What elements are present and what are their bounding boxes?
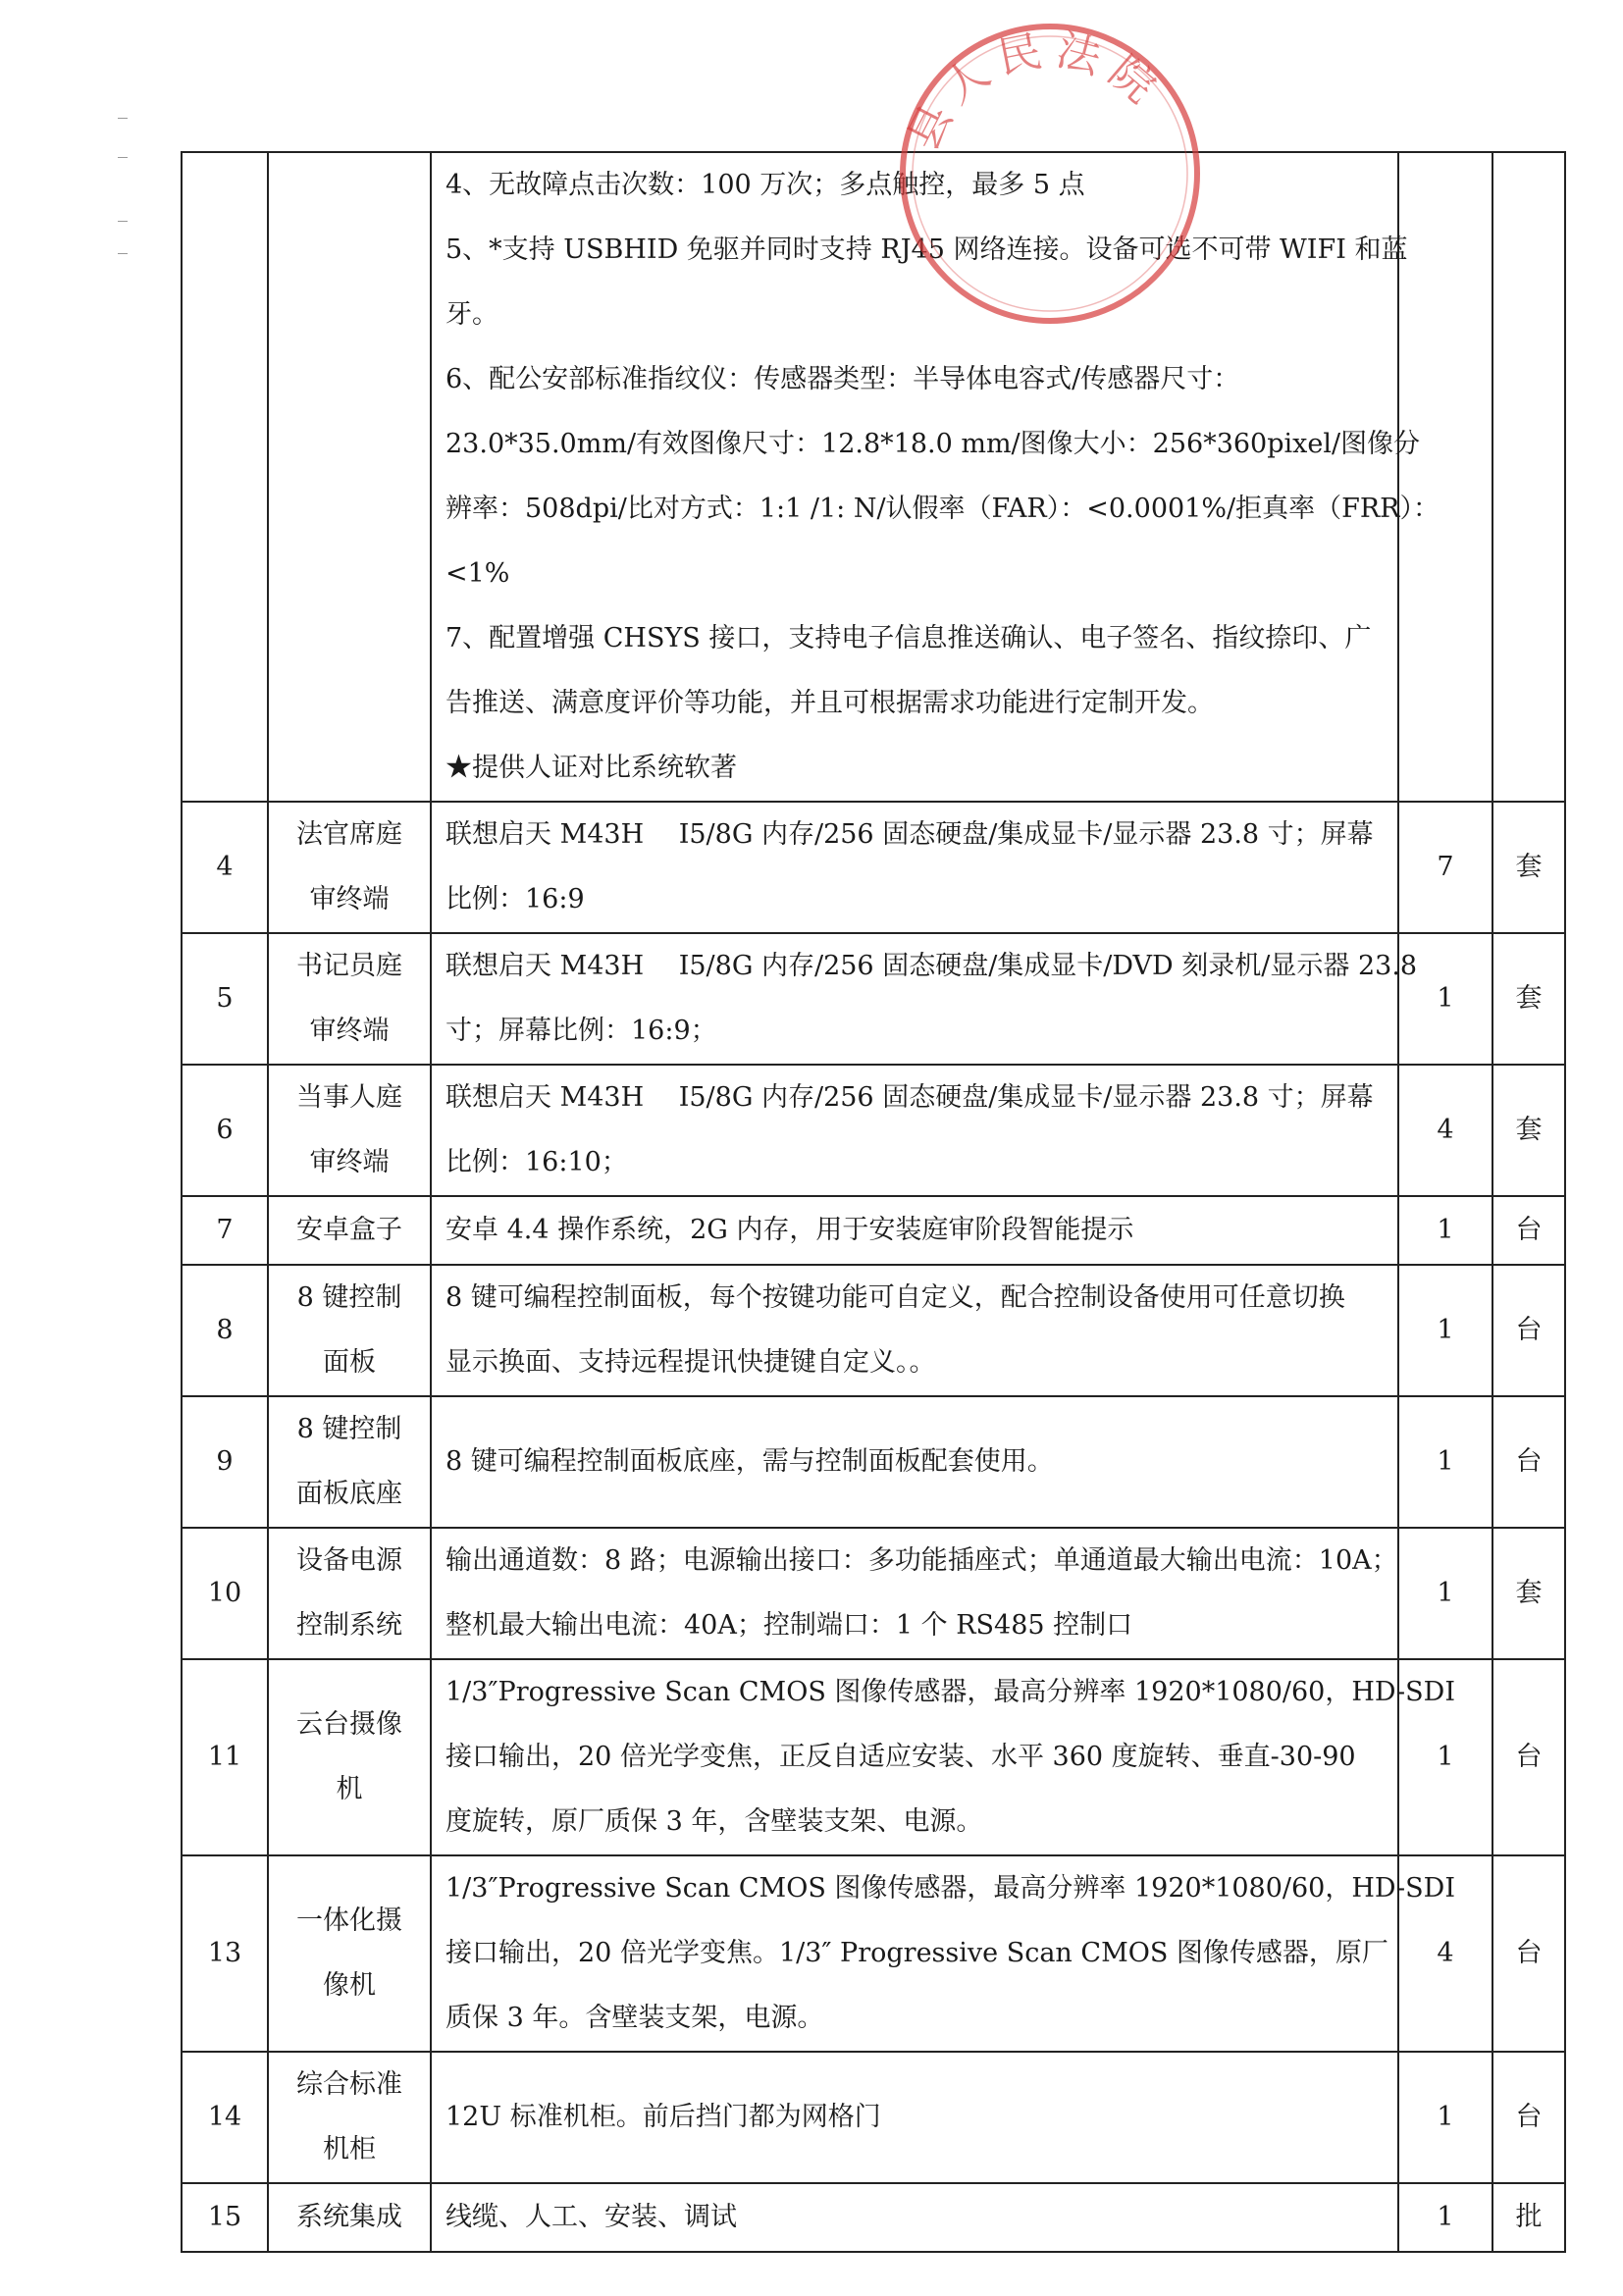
item-unit xyxy=(1492,1659,1565,1855)
item-name-line: 8 键控制 xyxy=(296,1282,402,1313)
table-row xyxy=(182,933,1565,1065)
description-line: 比例：16:9 xyxy=(445,884,585,914)
quantity-text: 1 xyxy=(1437,983,1454,1014)
item-description xyxy=(431,1528,1398,1659)
description-line: 安卓 4.4 操作系统，2G 内存，用于安装庭审阶段智能提示 xyxy=(445,1215,1134,1245)
description-line: 告推送、满意度评价等功能，并且可根据需求功能进行定制开发。 xyxy=(445,688,1214,718)
description-line: 1/3″Progressive Scan CMOS 图像传感器，最高分辨率 1920*1080/60，HD-SDI xyxy=(445,1677,1455,1707)
description-line: 显示换面、支持远程提讯快捷键自定义。。 xyxy=(445,1347,936,1378)
item-unit xyxy=(1492,1265,1565,1396)
item-name xyxy=(268,1065,431,1196)
item-unit xyxy=(1492,2052,1565,2183)
specification-table xyxy=(181,151,1566,2253)
description-line: 比例：16:10； xyxy=(445,1147,628,1177)
item-unit xyxy=(1492,1196,1565,1265)
quantity-text: 1 xyxy=(1437,1578,1454,1608)
item-quantity xyxy=(1398,152,1492,802)
item-number xyxy=(182,802,268,933)
item-name xyxy=(268,1396,431,1528)
item-description xyxy=(431,1065,1398,1196)
margin-mark xyxy=(118,253,128,254)
item-number-text: 11 xyxy=(207,1742,242,1772)
item-number-text: 13 xyxy=(207,1938,242,1968)
margin-mark xyxy=(118,157,128,158)
item-quantity xyxy=(1398,1265,1492,1396)
description-line: 8 键可编程控制面板，每个按键功能可自定义，配合控制设备使用可任意切换 xyxy=(445,1282,1345,1313)
item-number-text: 5 xyxy=(216,983,234,1014)
item-name-line: 云台摄像 xyxy=(296,1709,402,1740)
item-unit xyxy=(1492,1855,1565,2052)
item-name-line: 面板 xyxy=(323,1347,376,1378)
description-line: 12U 标准机柜。前后挡门都为网格门 xyxy=(445,2102,881,2132)
item-number xyxy=(182,1855,268,2052)
item-name-line: 安卓盒子 xyxy=(296,1215,402,1245)
item-number xyxy=(182,2052,268,2183)
unit-text: 套 xyxy=(1515,1578,1543,1608)
item-name-line: 机柜 xyxy=(323,2134,376,2165)
unit-text: 套 xyxy=(1515,852,1543,882)
item-number xyxy=(182,1265,268,1396)
item-name xyxy=(268,1855,431,2052)
description-line: 4、无故障点击次数：100 万次；多点触控，最多 5 点 xyxy=(445,170,1085,200)
table-row xyxy=(182,1659,1565,1855)
table-row xyxy=(182,1265,1565,1396)
quantity-text: 4 xyxy=(1437,1115,1454,1145)
item-description xyxy=(431,933,1418,1065)
item-description xyxy=(431,2052,1398,2183)
item-name-line: 机 xyxy=(336,1774,363,1804)
table-row xyxy=(182,802,1565,933)
table-row xyxy=(182,2052,1565,2183)
unit-text: 台 xyxy=(1515,1215,1543,1245)
table-row xyxy=(182,1196,1565,1265)
description-line: 8 键可编程控制面板底座，需与控制面板配套使用。 xyxy=(445,1446,1054,1477)
item-name-line: 审终端 xyxy=(309,1147,390,1177)
item-description xyxy=(431,1659,1455,1855)
description-line: 线缆、人工、安装、调试 xyxy=(445,2202,737,2232)
item-name-line: 8 键控制 xyxy=(296,1414,402,1444)
unit-text: 批 xyxy=(1515,2202,1543,2232)
description-line: 7、配置增强 CHSYS 接口，支持电子信息推送确认、电子签名、指纹捺印、广 xyxy=(445,623,1372,653)
description-line: 联想启天 M43H I5/8G 内存/256 固态硬盘/集成显卡/显示器 23.8 寸；屏幕 xyxy=(445,819,1374,850)
item-description xyxy=(431,1396,1398,1528)
unit-text: 套 xyxy=(1515,983,1543,1014)
item-description xyxy=(431,1196,1398,1265)
description-line: 整机最大输出电流：40A；控制端口：1 个 RS485 控制口 xyxy=(445,1610,1133,1641)
item-name xyxy=(268,1196,431,1265)
item-name-line: 当事人庭 xyxy=(296,1082,402,1113)
item-number xyxy=(182,933,268,1065)
description-line: 度旋转，原厂质保 3 年，含壁装支架、电源。 xyxy=(445,1806,983,1837)
item-quantity xyxy=(1398,1196,1492,1265)
item-name-line: 控制系统 xyxy=(296,1610,402,1641)
description-line: 23.0*35.0mm/有效图像尺寸：12.8*18.0 mm/图像大小：256*360pixel/图像分 xyxy=(445,429,1421,459)
item-name-line: 像机 xyxy=(323,1970,376,2001)
description-line: 牙。 xyxy=(445,299,498,330)
item-number-text: 4 xyxy=(216,852,234,882)
margin-mark xyxy=(118,221,128,222)
description-line: 6、配公安部标准指纹仪：传感器类型：半导体电容式/传感器尺寸： xyxy=(445,364,1240,394)
quantity-text: 1 xyxy=(1437,1446,1454,1477)
item-name xyxy=(268,1528,431,1659)
unit-text: 台 xyxy=(1515,1315,1543,1345)
item-unit xyxy=(1492,2183,1565,2252)
item-number xyxy=(182,1065,268,1196)
quantity-text: 4 xyxy=(1437,1938,1454,1968)
unit-text: 台 xyxy=(1515,1938,1543,1968)
description-line: 辨率：508dpi/比对方式：1:1 /1: N/认假率（FAR）：<0.0001%/拒真率（FRR）： xyxy=(445,494,1440,524)
item-quantity xyxy=(1398,1528,1492,1659)
item-number xyxy=(182,2183,268,2252)
item-unit xyxy=(1492,933,1565,1065)
item-unit xyxy=(1492,1396,1565,1528)
item-name xyxy=(268,152,431,802)
description-line: <1% xyxy=(445,558,510,589)
svg-text:县人民法院 xyxy=(898,25,1172,158)
item-number xyxy=(182,152,268,802)
margin-mark xyxy=(118,118,128,119)
description-line: 寸；屏幕比例：16:9； xyxy=(445,1016,717,1046)
item-name-line: 审终端 xyxy=(309,1016,390,1046)
unit-text: 套 xyxy=(1515,1115,1543,1145)
item-name-line: 面板底座 xyxy=(296,1479,402,1509)
item-name-line: 设备电源 xyxy=(296,1545,402,1576)
item-number-text: 7 xyxy=(216,1215,234,1245)
item-name-line: 书记员庭 xyxy=(296,951,402,981)
item-name xyxy=(268,2183,431,2252)
description-line: 5、*支持 USBHID 免驱并同时支持 RJ45 网络连接。设备可选不可带 WIFI 和蓝 xyxy=(445,235,1408,265)
item-name xyxy=(268,933,431,1065)
item-description xyxy=(431,1265,1398,1396)
table-row xyxy=(182,2183,1565,2252)
item-quantity xyxy=(1398,2052,1492,2183)
unit-text: 台 xyxy=(1515,2102,1543,2132)
item-description xyxy=(431,802,1398,933)
unit-text: 台 xyxy=(1515,1742,1543,1772)
item-number xyxy=(182,1196,268,1265)
item-name xyxy=(268,2052,431,2183)
item-quantity xyxy=(1398,2183,1492,2252)
table-row xyxy=(182,1528,1565,1659)
description-line: 联想启天 M43H I5/8G 内存/256 固态硬盘/集成显卡/DVD 刻录机/显示器 23.8 xyxy=(445,951,1418,981)
item-unit xyxy=(1492,152,1565,802)
item-number-text: 9 xyxy=(216,1446,234,1477)
item-unit xyxy=(1492,1065,1565,1196)
seal-text: 县人民法院 xyxy=(898,24,1173,159)
description-line: 联想启天 M43H I5/8G 内存/256 固态硬盘/集成显卡/显示器 23.8 寸；屏幕 xyxy=(445,1082,1374,1113)
item-name-line: 一体化摄 xyxy=(296,1905,402,1936)
quantity-text: 1 xyxy=(1437,2202,1454,2232)
quantity-text: 1 xyxy=(1437,1315,1454,1345)
item-name xyxy=(268,802,431,933)
item-name-line: 系统集成 xyxy=(296,2202,402,2232)
item-number-text: 15 xyxy=(207,2202,242,2232)
quantity-text: 1 xyxy=(1437,1215,1454,1245)
description-line: 接口输出，20 倍光学变焦。1/3″ Progressive Scan CMOS 图像传感器，原厂 xyxy=(445,1938,1388,1968)
item-name-line: 法官席庭 xyxy=(296,819,402,850)
item-number-text: 14 xyxy=(207,2102,242,2132)
item-number xyxy=(182,1396,268,1528)
item-quantity xyxy=(1398,1065,1492,1196)
item-name-line: 综合标准 xyxy=(296,2069,402,2100)
item-description xyxy=(431,1855,1455,2052)
quantity-text: 7 xyxy=(1437,852,1454,882)
item-name xyxy=(268,1265,431,1396)
item-number-text: 8 xyxy=(216,1315,234,1345)
description-line: 接口输出，20 倍光学变焦，正反自适应安装、水平 360 度旋转、垂直-30-90 xyxy=(445,1742,1356,1772)
item-number xyxy=(182,1659,268,1855)
table-row xyxy=(182,1396,1565,1528)
item-name-line: 审终端 xyxy=(309,884,390,914)
table-row xyxy=(182,1065,1565,1196)
item-unit xyxy=(1492,802,1565,933)
item-description xyxy=(431,2183,1398,2252)
table-row xyxy=(182,152,1565,802)
item-quantity xyxy=(1398,1396,1492,1528)
quantity-text: 1 xyxy=(1437,1742,1454,1772)
item-description xyxy=(431,152,1440,802)
item-number-text: 6 xyxy=(216,1115,234,1145)
unit-text: 台 xyxy=(1515,1446,1543,1477)
description-line: 质保 3 年。含壁装支架，电源。 xyxy=(445,2003,824,2033)
item-number xyxy=(182,1528,268,1659)
description-line: 1/3″Progressive Scan CMOS 图像传感器，最高分辨率 1920*1080/60，HD-SDI xyxy=(445,1873,1455,1904)
item-unit xyxy=(1492,1528,1565,1659)
table-row xyxy=(182,1855,1565,2052)
item-quantity xyxy=(1398,802,1492,933)
description-line: 输出通道数：8 路；电源输出接口：多功能插座式；单通道最大输出电流：10A； xyxy=(445,1545,1398,1576)
description-line: ★提供人证对比系统软著 xyxy=(445,753,737,783)
table-body xyxy=(182,152,1565,2252)
item-name xyxy=(268,1659,431,1855)
quantity-text: 1 xyxy=(1437,2102,1454,2132)
item-number-text: 10 xyxy=(207,1578,242,1608)
